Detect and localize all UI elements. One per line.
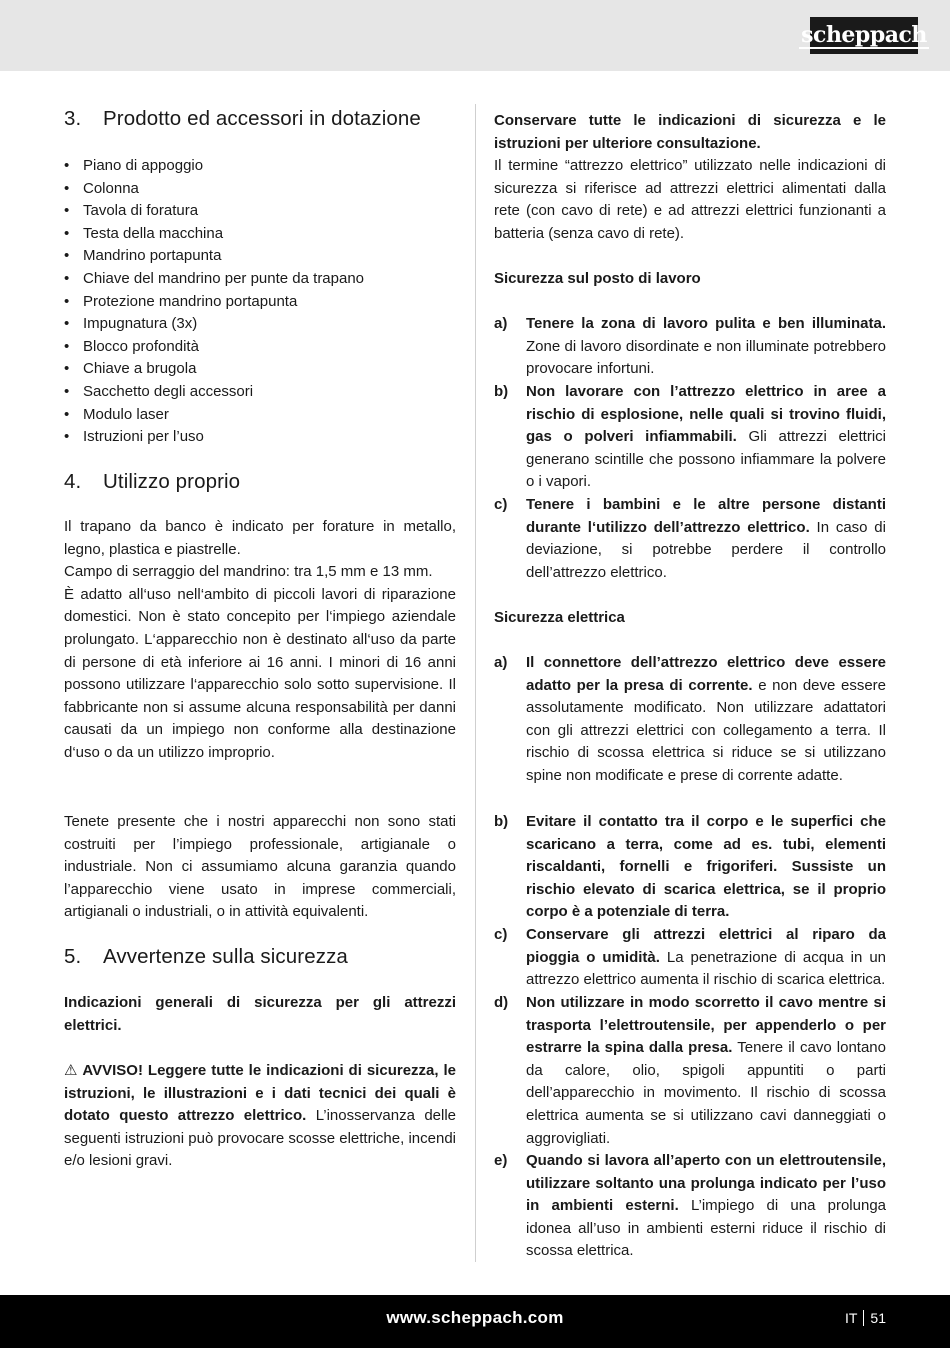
section-number: 5. [64, 945, 82, 968]
warning-bold-text: AVVISO! Leggere tutte le indicazioni di sicurezza, le istruzioni, le illustrazioni e i dati tecnici dei quali è dotato questo attrezzo elettrico. [64, 1062, 456, 1125]
accessories-list [64, 155, 364, 449]
section-3-heading [64, 106, 421, 132]
electrical-item-a [494, 652, 886, 788]
item-label: a) [494, 315, 508, 332]
page-separator [863, 1310, 864, 1326]
item-bold-text: Evitare il contatto tra il corpo e le superfici che scaricano a terra, come ad es. tubi, elementi riscaldanti, fornelli e frigoriferi. Sussiste un rischio elevato di scarica elettrica, se il proprio corpo è a potenziale di terra. [526, 813, 886, 921]
workplace-safety-heading: Sicurezza sul posto di lavoro [494, 270, 701, 287]
item-text: Zone di lavoro disordinate e non illuminate potrebbero provocare infortuni. [526, 337, 886, 378]
list-item: • Protezione mandrino portapunta [64, 291, 364, 314]
section-number: 3. [64, 107, 82, 130]
workplace-item-b [494, 381, 886, 494]
item-label: a) [494, 654, 508, 671]
logo-text: scheppach [801, 21, 927, 48]
electrical-item-d [494, 992, 886, 1150]
scheppach-logo [801, 17, 927, 54]
list-item: • Tavola di foratura [64, 200, 364, 223]
item-text: In caso di deviazione, si potrebbe perdere il controllo dell’attrezzo elettrico. [526, 518, 886, 581]
item-label: c) [494, 496, 508, 513]
item-bold-text: Il connettore dell’attrezzo elettrico deve essere adatto per la presa di corrente. [526, 654, 886, 694]
list-item: • Colonna [64, 178, 364, 201]
item-label: d) [494, 994, 509, 1011]
item-text: Tenere il cavo lontano da calore, olio, spigoli appuntiti o parti dell’apparecchio in movimento. Il rischio di scossa elettrica aumenta se si utilizzano cavi danneggiati o aggrovigliati. [526, 1039, 886, 1147]
item-label: e) [494, 1152, 508, 1169]
item-bold-text: Tenere i bambini e le altre persone distanti durante l‘utilizzo dell’attrezzo elettrico. [526, 496, 886, 536]
electrical-item-e [494, 1150, 886, 1263]
item-bold-text: Tenere la zona di lavoro pulita e ben illuminata. [526, 315, 886, 332]
section-5-heading [64, 944, 348, 970]
item-bold-text: Conservare gli attrezzi elettrici al riparo da pioggia o umidità. [526, 926, 886, 966]
list-item: • Modulo laser [64, 404, 364, 427]
workplace-item-a [494, 313, 886, 381]
language-code: IT [844, 1310, 858, 1326]
conserve-instructions [494, 110, 886, 246]
page-indicator [845, 1310, 886, 1326]
list-item: • Mandrino portapunta [64, 245, 364, 268]
list-item: • Istruzioni per l’uso [64, 426, 364, 449]
paragraph: Tenete presente che i nostri apparecchi non sono stati costruiti per l’impiego professionale, artigianale o industriale. Non ci assumiamo alcuna garanzia quando l’apparecchio viene usato in imprese commerciali, artigianali o industriali, o in attività equivalenti. [64, 813, 456, 921]
disclaimer-text [64, 811, 456, 924]
conserve-text: Il termine “attrezzo elettrico” utilizzato nelle indicazioni di sicurezza si riferisce ad attrezzi elettrici alimentati dalla rete (con cavo di rete) e ad attrezzi elettrici funzionanti a batteria (senza cavo di rete). [494, 157, 886, 242]
column-divider [475, 104, 476, 1262]
item-text: La penetrazione di acqua in un attrezzo elettrico aumenta il rischio di scarica elettrica. [526, 948, 887, 989]
website-link[interactable]: www.scheppach.com [386, 1308, 564, 1327]
electrical-item-c [494, 924, 886, 992]
footer [0, 1295, 950, 1348]
section-number: 4. [64, 470, 82, 493]
item-bold-text: Non lavorare con l’attrezzo elettrico in aree a rischio di esplosione, nelle quali si trovino fluidi, gas o polveri infiammabili. [526, 383, 886, 446]
list-item: • Sacchetto degli accessori [64, 381, 364, 404]
item-label: b) [494, 813, 509, 830]
list-item: • Chiave a brugola [64, 358, 364, 381]
paragraph: Il trapano da banco è indicato per forature in metallo, legno, plastica e piastrelle. [64, 518, 456, 558]
warning-paragraph [64, 1060, 456, 1173]
list-item: • Impugnatura (3x) [64, 313, 364, 336]
item-bold-text: Non utilizzare in modo scorretto il cavo mentre si trasporta l’elettroutensile, per appenderlo o per estrarre la spina dalla presa. [526, 994, 886, 1057]
electrical-item-b [494, 811, 886, 924]
item-text: e non deve essere assolutamente modificato. Non utilizzare adattatori con gli attrezzi elettrici con collegamento a terra. Il rischio di scossa elettrica si riduce se si utilizzano spine non modificate e prese di corrente adatte. [526, 676, 886, 784]
section-4-heading [64, 469, 240, 495]
item-text: Gli attrezzi elettrici generano scintille che possono infiammare la polvere o i vapori. [526, 428, 886, 491]
paragraph: Campo di serraggio del mandrino: tra 1,5 mm e 13 mm. [64, 563, 433, 581]
item-text: L’impiego di una prolunga idonea all’uso in ambienti esterni riduce il rischio di scossa elettrica. [526, 1197, 887, 1260]
list-item: • Chiave del mandrino per punte da trapano [64, 268, 364, 291]
warning-icon: ⚠ [64, 1062, 78, 1079]
list-item: • Blocco profondità [64, 336, 364, 359]
paragraph: È adatto all‘uso nell‘ambito di piccoli lavori di riparazione domestici. Non è stato concepito per l‘impiego aziendale prolungato. L‘apparecchio non è destinato all‘uso da parte di persone di età inferiore ai 16 anni. I minori di 16 anni possono utilizzare l‘apparecchio solo sotto supervisione. Il fabbricante non si assume alcuna responsabilità per danni causati da un impiego non conforme alla destinazione d‘uso o da un utilizzo improprio. [64, 585, 456, 761]
section-title: Utilizzo proprio [103, 470, 241, 493]
item-bold-text: Quando si lavora all’aperto con un elettroutensile, utilizzare soltanto una prolunga indicato per l’uso in ambienti esterni. [526, 1152, 886, 1215]
section-title: Avvertenze sulla sicurezza [103, 945, 348, 968]
electrical-safety-heading: Sicurezza elettrica [494, 609, 625, 626]
list-item: • Testa della macchina [64, 223, 364, 246]
conserve-bold-text: Conservare tutte le indicazioni di sicurezza e le istruzioni per ulteriore consultazione. [494, 112, 886, 152]
list-item: • Piano di appoggio [64, 155, 364, 178]
item-label: c) [494, 926, 508, 943]
page-number: 51 [870, 1310, 886, 1326]
warning-text: L’inosservanza delle seguenti istruzioni può provocare scosse elettriche, incendi e/o lesioni gravi. [64, 1107, 457, 1170]
section-title: Prodotto ed accessori in dotazione [103, 107, 421, 130]
intended-use-text [64, 516, 456, 765]
item-label: b) [494, 383, 509, 400]
workplace-item-c [494, 494, 886, 584]
general-safety-heading: Indicazioni generali di sicurezza per gli attrezzi elettrici. [64, 994, 456, 1034]
